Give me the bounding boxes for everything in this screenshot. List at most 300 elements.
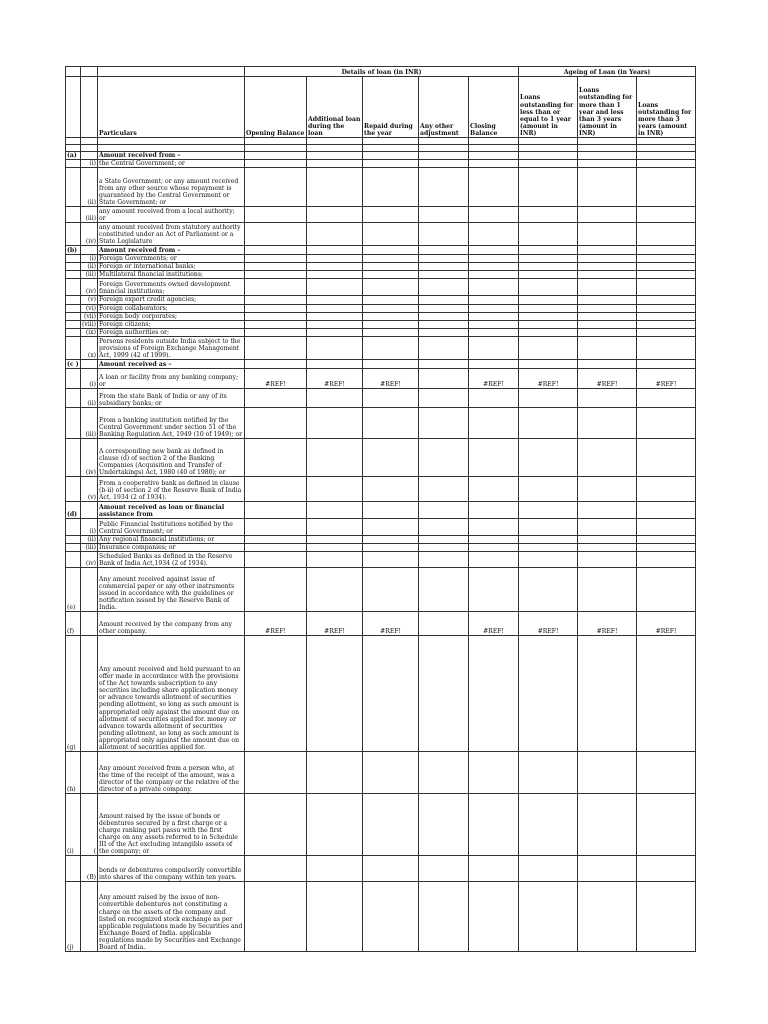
value-cell [637, 223, 696, 246]
particular-text: Foreign body corporates; [98, 312, 245, 320]
section-label: (c ) [67, 360, 79, 368]
value-cell [469, 152, 519, 160]
error-cell: #REF! [245, 368, 307, 388]
value-cell [469, 328, 519, 336]
value-cell [245, 518, 307, 535]
value-cell [419, 552, 469, 568]
value-cell [419, 407, 469, 438]
section-label [66, 388, 81, 407]
value-cell [363, 271, 419, 279]
particular-text: any amount received from a local authority; or [98, 207, 245, 223]
value-cell [245, 501, 307, 518]
col-closing-balance: Closing Balance [469, 77, 519, 138]
section-label: (h) [66, 752, 81, 794]
value-cell [363, 856, 419, 882]
value-cell [245, 320, 307, 328]
value-cell [419, 501, 469, 518]
value-cell [469, 636, 519, 752]
particular-text: From a banking institution notified by the Central Government under section 51 of the Banking Regulation Act, 1949 (10 of 1949); or [98, 407, 245, 438]
table-row [66, 359, 696, 368]
table-row [66, 320, 696, 328]
error-cell: #REF! [637, 368, 696, 388]
table-row [66, 368, 696, 388]
value-cell [578, 328, 637, 336]
table-row [66, 544, 696, 552]
value-cell [363, 152, 419, 160]
particular-text: A corresponding new bank as defined in clause (d) of section 2 of the Banking Companies (Acquisition and Transfer of Undertakings) Act, 1980 (40 of 1980); or [98, 438, 245, 476]
value-cell [245, 255, 307, 263]
value-cell [637, 336, 696, 359]
value-cell [307, 296, 363, 304]
value-cell [637, 359, 696, 368]
error-cell: #REF! [363, 368, 419, 388]
value-cell [469, 552, 519, 568]
value-cell [578, 279, 637, 296]
section-label: (a) [66, 152, 81, 160]
value-cell [519, 476, 578, 501]
value-cell [363, 246, 419, 255]
value-cell [469, 279, 519, 296]
value-cell [363, 535, 419, 543]
item-number: (iv) [81, 552, 98, 568]
value-cell [578, 359, 637, 368]
value-cell [519, 152, 578, 160]
value-cell [519, 160, 578, 168]
value-cell [419, 168, 469, 207]
value-cell [519, 856, 578, 882]
col-opening-balance: Opening Balance [245, 77, 307, 138]
value-cell [578, 320, 637, 328]
value-cell [307, 476, 363, 501]
item-number: (iii) [81, 407, 98, 438]
value-cell [637, 636, 696, 752]
section-label [66, 438, 81, 476]
value-cell [519, 320, 578, 328]
value-cell [637, 518, 696, 535]
value-cell [245, 476, 307, 501]
value-cell [245, 271, 307, 279]
section-label [66, 476, 81, 501]
particular-text: Amount received by the company from any other company. [98, 612, 245, 636]
value-cell [519, 794, 578, 856]
table-row [66, 152, 696, 160]
value-cell [519, 336, 578, 359]
value-cell [363, 255, 419, 263]
section-label [66, 312, 81, 320]
value-cell [419, 255, 469, 263]
value-cell [578, 407, 637, 438]
value-cell [519, 501, 578, 518]
value-cell [637, 207, 696, 223]
value-cell [578, 552, 637, 568]
value-cell [363, 518, 419, 535]
value-cell [307, 438, 363, 476]
value-cell [637, 476, 696, 501]
value-cell [419, 856, 469, 882]
item-number: (vii) [81, 312, 98, 320]
value-cell [519, 312, 578, 320]
value-cell [245, 359, 307, 368]
value-cell [637, 328, 696, 336]
value-cell [519, 359, 578, 368]
value-cell [637, 320, 696, 328]
table-row [66, 476, 696, 501]
value-cell [307, 207, 363, 223]
value-cell [637, 794, 696, 856]
particular-text: A loan or facility from any banking company; or [98, 368, 245, 388]
value-cell [307, 160, 363, 168]
value-cell [469, 518, 519, 535]
particular-text: a State Government; or any amount received from any other source whose repayment is guaranteed by the Central Government or State Government; or [98, 168, 245, 207]
particular-text: the Central Government; or [98, 160, 245, 168]
value-cell [578, 856, 637, 882]
value-cell [363, 359, 419, 368]
section-label [66, 223, 81, 246]
section-label [66, 856, 81, 882]
table-row [66, 612, 696, 636]
value-cell [307, 882, 363, 952]
value-cell [245, 152, 307, 160]
value-cell [469, 501, 519, 518]
blank-row [66, 138, 696, 145]
value-cell [578, 501, 637, 518]
value-cell [578, 255, 637, 263]
value-cell [419, 544, 469, 552]
value-cell [519, 279, 578, 296]
item-number: (ix) [81, 328, 98, 336]
value-cell [363, 328, 419, 336]
value-cell [469, 568, 519, 612]
value-cell [578, 223, 637, 246]
table-row [66, 535, 696, 543]
value-cell [307, 336, 363, 359]
value-cell [307, 152, 363, 160]
value-cell [519, 568, 578, 612]
table-row [66, 160, 696, 168]
value-cell [363, 320, 419, 328]
value-cell [307, 794, 363, 856]
value-cell [469, 271, 519, 279]
value-cell [637, 882, 696, 952]
loan-schedule-table [65, 66, 696, 952]
value-cell [469, 223, 519, 246]
value-cell [637, 856, 696, 882]
value-cell [469, 752, 519, 794]
value-cell [419, 304, 469, 312]
item-number: (B) [81, 856, 98, 882]
value-cell [419, 320, 469, 328]
value-cell [307, 752, 363, 794]
table-row [66, 518, 696, 535]
value-cell [245, 160, 307, 168]
value-cell [419, 271, 469, 279]
value-cell [245, 279, 307, 296]
value-cell [419, 263, 469, 271]
value-cell [469, 794, 519, 856]
section-label [66, 207, 81, 223]
value-cell [578, 160, 637, 168]
table-row [66, 271, 696, 279]
value-cell [307, 246, 363, 255]
value-cell [637, 438, 696, 476]
value-cell [637, 168, 696, 207]
value-cell [469, 407, 519, 438]
value-cell [363, 438, 419, 476]
value-cell [519, 271, 578, 279]
value-cell [245, 336, 307, 359]
value-cell [469, 535, 519, 543]
col-ageing-gt-3yr: Loans outstanding for more than 3 years (amount in INR) [637, 77, 696, 138]
value-cell [519, 535, 578, 543]
particular-text: Persons residents outside India subject to the provisions of Foreign Exchange Management Act, 1999 (42 of 1999). [98, 336, 245, 359]
col-other-adjustment: Any other adjustment [419, 77, 469, 138]
section-label [66, 168, 81, 207]
value-cell [245, 794, 307, 856]
particular-text: Amount received from – [98, 152, 245, 160]
particular-text: any amount received from statutory authority constituted under an Act of Parliament or a State Legislature [98, 223, 245, 246]
particular-text: Any regional financial institutions; or [98, 535, 245, 543]
value-cell [637, 312, 696, 320]
value-cell [245, 407, 307, 438]
value-cell [519, 246, 578, 255]
particular-text: Any amount received and held pursuant to an offer made in accordance with the provisions of the Act towards subscription to any securities including share application money or advance towards allotment of securities pending allotment, so long as such amount is appropriated only against the amount due on allotment of securities applied for. money or advance towards allotment of securities pending allotment, so long as such amount is appropriated only against the amount due on allotment of securities applied for. [98, 636, 245, 752]
value-cell [307, 535, 363, 543]
particular-text: Foreign Governments owned development financial institutions; [98, 279, 245, 296]
value-cell [245, 246, 307, 255]
value-cell [578, 152, 637, 160]
value-cell [637, 263, 696, 271]
particular-text: From the state Bank of India or any of its subsidiary banks; or [98, 388, 245, 407]
value-cell [469, 168, 519, 207]
error-cell: #REF! [578, 368, 637, 388]
value-cell [469, 320, 519, 328]
item-number [81, 501, 98, 518]
value-cell [419, 752, 469, 794]
value-cell [469, 882, 519, 952]
value-cell [363, 476, 419, 501]
value-cell [307, 312, 363, 320]
value-cell [307, 271, 363, 279]
value-cell [637, 407, 696, 438]
table-row [66, 407, 696, 438]
value-cell [637, 279, 696, 296]
value-cell [519, 207, 578, 223]
value-cell [307, 223, 363, 246]
value-cell [469, 263, 519, 271]
section-label: (e) [66, 568, 81, 612]
value-cell [578, 636, 637, 752]
value-cell [469, 304, 519, 312]
value-cell [519, 636, 578, 752]
value-cell [469, 207, 519, 223]
particulars-header: Particulars [98, 77, 245, 138]
value-cell [419, 882, 469, 952]
value-cell [363, 552, 419, 568]
value-cell [363, 568, 419, 612]
table-row [66, 296, 696, 304]
section-label: (d) [66, 501, 81, 518]
value-cell [519, 544, 578, 552]
value-cell [363, 882, 419, 952]
table-row [66, 752, 696, 794]
value-cell [469, 476, 519, 501]
particular-text: Amount received from – [98, 246, 245, 255]
value-cell [519, 407, 578, 438]
value-cell [469, 438, 519, 476]
value-cell [637, 535, 696, 543]
table-row [66, 207, 696, 223]
value-cell [245, 535, 307, 543]
section-label [66, 255, 81, 263]
item-number [81, 568, 98, 612]
item-number [81, 359, 98, 368]
value-cell [519, 752, 578, 794]
item-number: (iv) [81, 438, 98, 476]
value-cell [245, 636, 307, 752]
item-number: (x) [81, 336, 98, 359]
value-cell [307, 856, 363, 882]
value-cell [578, 388, 637, 407]
table-row [66, 304, 696, 312]
value-cell [419, 476, 469, 501]
particular-text: Foreign Governments; or [98, 255, 245, 263]
particular-text: Amount raised by the issue of bonds or debentures secured by a first charge or a charge ranking pari passu with the first charge on any assets referred to in Schedule III of the Act excluding intangible assets of the company; or [98, 794, 245, 856]
value-cell [578, 882, 637, 952]
table-row [66, 246, 696, 255]
value-cell [419, 568, 469, 612]
col-repaid: Repaid during the year [363, 77, 419, 138]
item-number [81, 246, 98, 255]
value-cell [637, 246, 696, 255]
value-cell [637, 552, 696, 568]
error-cell: #REF! [519, 612, 578, 636]
error-cell: #REF! [245, 612, 307, 636]
value-cell [419, 246, 469, 255]
value-cell [519, 296, 578, 304]
table-row [66, 388, 696, 407]
section-label [66, 328, 81, 336]
particular-text: Any amount raised by the issue of non-convertible debentures not constituting a charge on the assets of the company and listed on recognized stock exchange as per applicable regulations made by Securities and Exchange Board of India. applicable regulations made by Securities and Exchange Board of India. [98, 882, 245, 952]
value-cell [637, 304, 696, 312]
value-cell [419, 336, 469, 359]
value-cell [519, 263, 578, 271]
value-cell [307, 304, 363, 312]
value-cell [519, 168, 578, 207]
table-row [66, 882, 696, 952]
value-cell [307, 255, 363, 263]
particular-text: Foreign citizens; [98, 320, 245, 328]
section-label [66, 535, 81, 543]
value-cell [419, 612, 469, 636]
error-cell: #REF! [469, 368, 519, 388]
value-cell [419, 207, 469, 223]
particular-text: Amount received as – [98, 359, 245, 368]
value-cell [637, 752, 696, 794]
error-cell: #REF! [637, 612, 696, 636]
particular-text: Foreign authorities or; [98, 328, 245, 336]
value-cell [307, 320, 363, 328]
item-number [81, 882, 98, 952]
section-label [66, 544, 81, 552]
section-label [66, 518, 81, 535]
value-cell [419, 223, 469, 246]
error-cell: #REF! [363, 612, 419, 636]
value-cell [245, 388, 307, 407]
section-label [66, 296, 81, 304]
value-cell [419, 279, 469, 296]
particular-text: Any amount received from a person who, at the time of the receipt of the amount, was a director of the company or the relative of the director of a private company. [98, 752, 245, 794]
table-row [66, 255, 696, 263]
value-cell [578, 438, 637, 476]
item-number: (i) [81, 160, 98, 168]
value-cell [578, 304, 637, 312]
value-cell [307, 501, 363, 518]
value-cell [245, 856, 307, 882]
value-cell [637, 568, 696, 612]
section-label: (g) [66, 636, 81, 752]
section-label [66, 271, 81, 279]
group-header-ageing: Ageing of Loan (in Years) [519, 67, 696, 77]
value-cell [245, 552, 307, 568]
value-cell [363, 407, 419, 438]
value-cell [245, 207, 307, 223]
value-cell [363, 312, 419, 320]
table-row [66, 568, 696, 612]
particular-text: Foreign collaborators; [98, 304, 245, 312]
value-cell [578, 207, 637, 223]
value-cell [419, 312, 469, 320]
blank-row [66, 145, 696, 152]
particular-text: Foreign export credit agencies; [98, 296, 245, 304]
section-label [66, 279, 81, 296]
section-label [66, 368, 81, 388]
value-cell [363, 304, 419, 312]
value-cell [637, 296, 696, 304]
value-cell [245, 296, 307, 304]
value-cell [363, 636, 419, 752]
value-cell [419, 438, 469, 476]
section-label [66, 263, 81, 271]
value-cell [307, 388, 363, 407]
item-number: (ii) [81, 168, 98, 207]
item-number: (iii) [81, 271, 98, 279]
value-cell [307, 407, 363, 438]
value-cell [578, 544, 637, 552]
value-cell [519, 223, 578, 246]
value-cell [307, 544, 363, 552]
value-cell [519, 255, 578, 263]
particular-text: Scheduled Banks as defined in the Reserve Bank of India Act,1934 (2 of 1934). [98, 552, 245, 568]
item-number: (iii) [81, 207, 98, 223]
value-cell [307, 263, 363, 271]
particular-text: Multilateral financial institutions; [98, 271, 245, 279]
particular-text: Insurance companies; or [98, 544, 245, 552]
item-number: (iv) [81, 223, 98, 246]
section-label: (b) [66, 246, 81, 255]
error-cell: #REF! [307, 368, 363, 388]
particular-text: Amount received as loan or financial assistance from [98, 501, 245, 518]
value-cell [519, 518, 578, 535]
value-cell [245, 312, 307, 320]
value-cell [519, 304, 578, 312]
value-cell [419, 388, 469, 407]
item-number: (vi) [81, 304, 98, 312]
value-cell [307, 359, 363, 368]
value-cell [245, 168, 307, 207]
table-row [66, 501, 696, 518]
item-number: (viii) [82, 320, 97, 328]
item-number: ( [81, 794, 98, 856]
